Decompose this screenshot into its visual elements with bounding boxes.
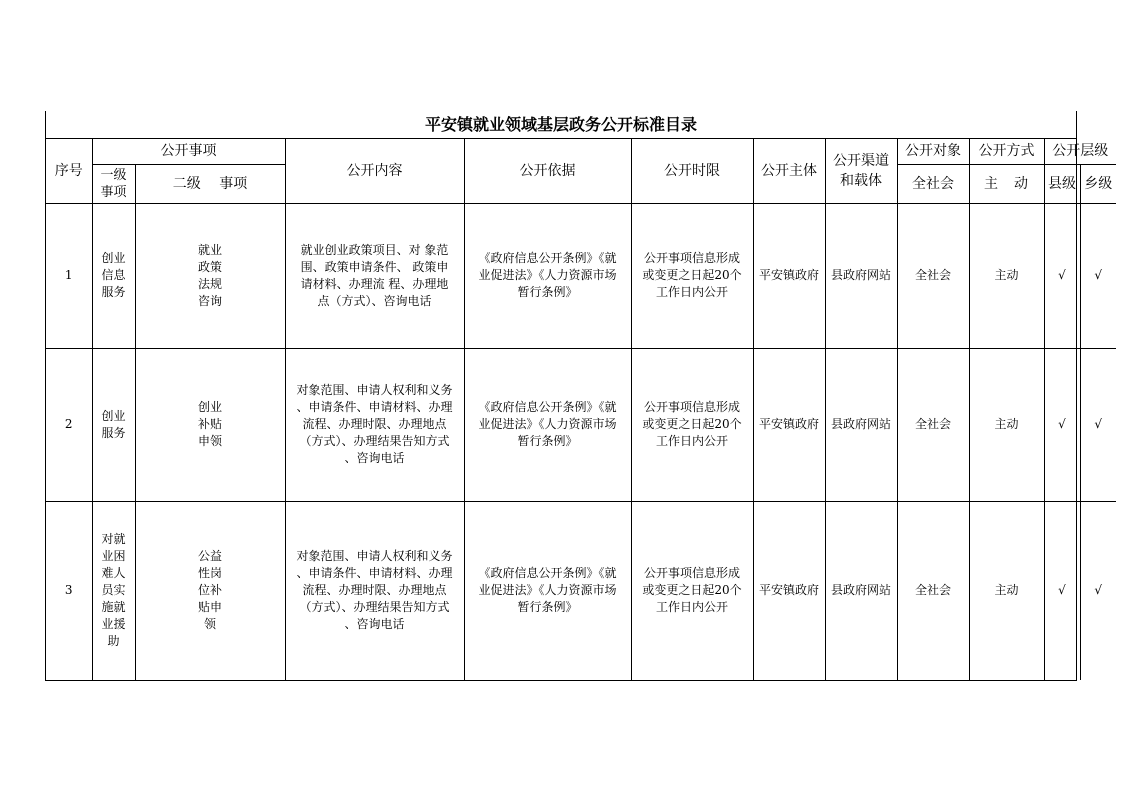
cell-channel: 县政府网站 [825,348,897,501]
cell-time-limit: 公开事项信息形成 或变更之日起20个 工作日内公开 [631,501,753,680]
catalog-table [46,139,1116,680]
header-method: 主 动 [969,164,1044,203]
cell-method: 主动 [969,203,1044,348]
header-level-group: 公开层级 [1044,139,1116,164]
cell-time-limit: 公开事项信息形成 或变更之日起20个 工作日内公开 [631,203,753,348]
cell-target: 全社会 [897,203,969,348]
cell-channel: 县政府网站 [825,203,897,348]
cell-subject: 平安镇政府 [753,501,825,680]
cell-township: √ [1080,203,1116,348]
catalog-sheet [45,111,1113,681]
cell-basis: 《政府信息公开条例》《就 业促进法》《人力资源市场 暂行条例》 [464,501,631,680]
cell-seq: 1 [46,203,92,348]
cell-township: √ [1080,348,1116,501]
cell-level2: 创业 补贴 申领 [135,348,285,501]
cell-content: 对象范围、申请人权利和义务 、申请条件、申请材料、办理 流程、办理时限、办理地点 （方式）、办理结果告知方式 、咨询电话 [285,348,464,501]
table-row [46,348,1116,501]
cell-subject: 平安镇政府 [753,203,825,348]
cell-level1: 创业 服务 [92,348,135,501]
cell-subject: 平安镇政府 [753,348,825,501]
table-row [46,501,1116,680]
cell-target: 全社会 [897,348,969,501]
cell-time-limit: 公开事项信息形成 或变更之日起20个 工作日内公开 [631,348,753,501]
cell-content: 就业创业政策项目、对 象范 围、政策申请条件、 政策申 请材料、办理流 程、办理地 点（方式）、咨询电话 [285,203,464,348]
cell-county: √ [1044,203,1080,348]
header-row-1 [46,139,1116,164]
cell-channel: 县政府网站 [825,501,897,680]
header-method-group: 公开方式 [969,139,1044,164]
header-county: 县级 [1044,164,1080,203]
header-target-group: 公开对象 [897,139,969,164]
cell-basis: 《政府信息公开条例》《就 业促进法》《人力资源市场 暂行条例》 [464,348,631,501]
header-basis: 公开依据 [464,139,631,203]
cell-target: 全社会 [897,501,969,680]
cell-method: 主动 [969,348,1044,501]
header-township: 乡级 [1080,164,1116,203]
header-content: 公开内容 [285,139,464,203]
cell-level2: 公益 性岗 位补 贴申 领 [135,501,285,680]
header-item-group: 公开事项 [92,139,285,164]
cell-county: √ [1044,501,1080,680]
header-subject: 公开主体 [753,139,825,203]
cell-content: 对象范围、申请人权利和义务 、申请条件、申请材料、办理 流程、办理时限、办理地点 （方式）、办理结果告知方式 、咨询电话 [285,501,464,680]
cell-method: 主动 [969,501,1044,680]
cell-level2: 就业 政策 法规 咨询 [135,203,285,348]
cell-seq: 2 [46,348,92,501]
header-target: 全社会 [897,164,969,203]
cell-township: √ [1080,501,1116,680]
header-channel: 公开渠道 和载体 [825,139,897,203]
cell-level1: 创业 信息 服务 [92,203,135,348]
cell-basis: 《政府信息公开条例》《就 业促进法》《人力资源市场 暂行条例》 [464,203,631,348]
header-level1: 一级 事项 [92,164,135,203]
header-time-limit: 公开时限 [631,139,753,203]
cell-county: √ [1044,348,1080,501]
header-seq: 序号 [46,139,92,203]
cell-level1: 对就 业困 难人 员实 施就 业援 助 [92,501,135,680]
page-title: 平安镇就业领域基层政务公开标准目录 [46,111,1076,139]
table-row [46,203,1116,348]
cell-seq: 3 [46,501,92,680]
header-level2: 二级 事项 [135,164,285,203]
